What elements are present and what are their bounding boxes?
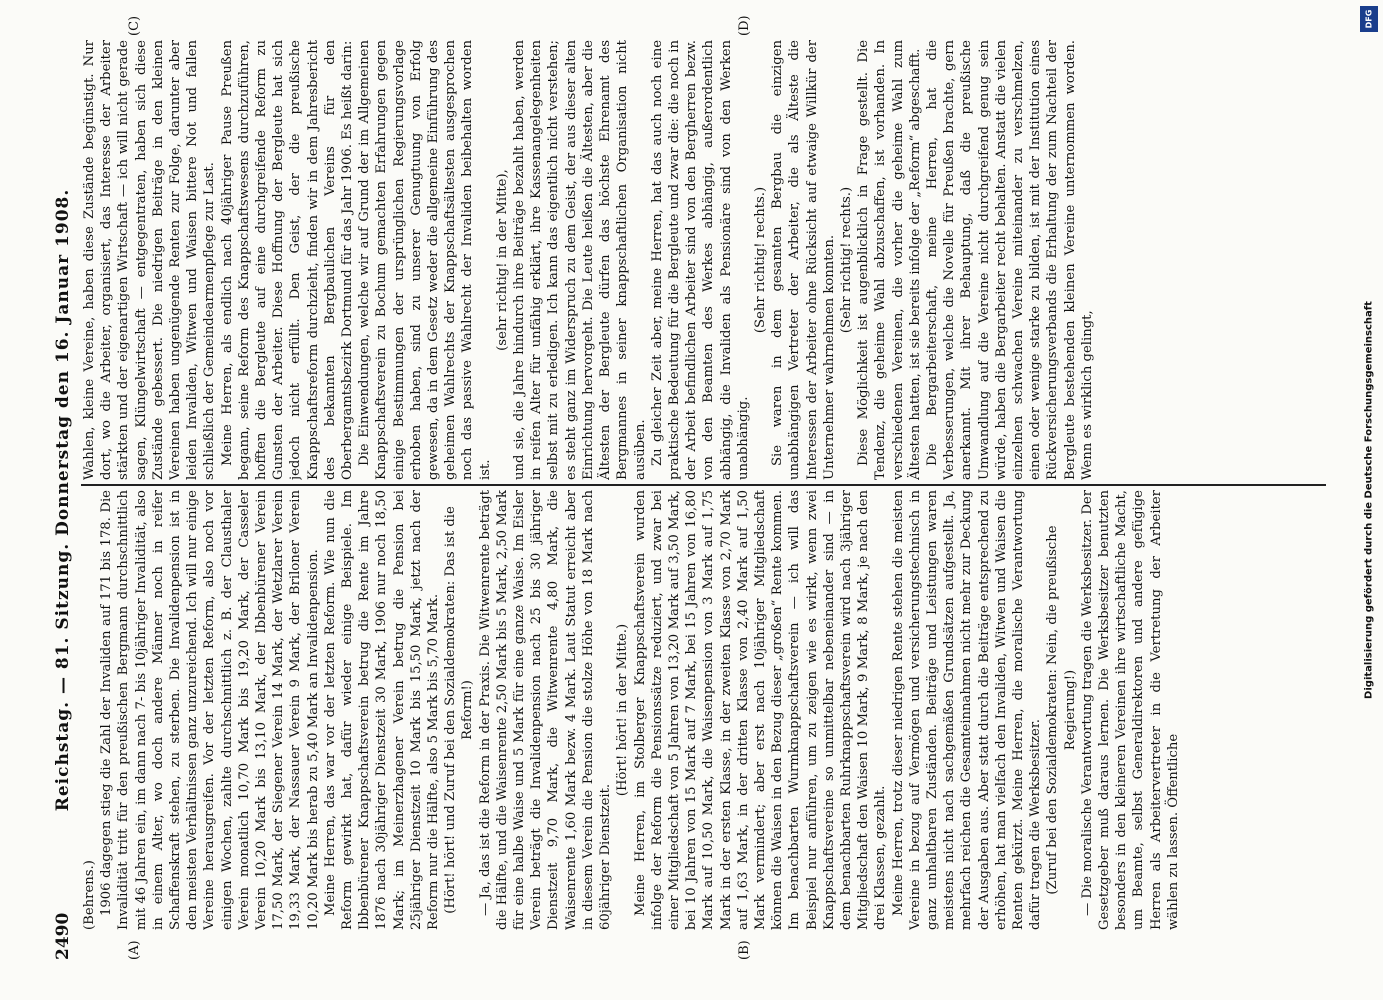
paragraph: — Ja, das ist die Reform in der Praxis. Die Witwenrente beträgt die Hälfte, und die Waisenrente 2,50 Mark bis 5 Mark, 2,50 Mark für eine halbe Waise und 5 Mark für eine ganze Waise. Im Eisler Verein beträgt die Invalidenpension nach 25 bis 30 jähriger Dienstzeit 9,70 Mark, die Witwenrente 4,80 Mark, die Waisenrente 1,60 Mark bezw. 4 Mark. Laut Statut erreicht aber in diesem Verein die Pension die stolze Höhe von 18 Mark nach 60jähriger Dienstzeit. bbox=[477, 490, 613, 930]
left-column bbox=[81, 490, 1331, 930]
right-column bbox=[81, 40, 1331, 480]
speaker-label: (Behrens.) bbox=[81, 860, 97, 930]
page-title: Reichstag. — 81. Sitzung. Donnerstag den 16. Januar 1908. bbox=[52, 188, 73, 812]
interjection: (Zuruf bei den Sozialdemokraten: Nein, die preußische Regierung!) bbox=[1044, 525, 1078, 895]
column-divider bbox=[81, 484, 1326, 486]
paragraph: Wahlen, kleine Vereine, haben diese Zustände begünstigt. Nur dort, wo die Arbeiter, organisiert, das Interesse der Arbeiter stärkten und der eigenartigen Wirtschaft — ich will nicht gerade sagen, Klüngelwirtschaft — entgegentraten, haben sich diese Zustände gebessert. Die niedrigen Beiträge in den kleinen Vereinen haben ungenügende Renten zur Folge, darunter aber leiden Invaliden, Witwen und Waisen bittere Not und fallen schließlich der Gemeindearmenpflege zur Last. bbox=[81, 40, 217, 480]
paragraph: Sie waren in dem gesamten Bergbau die einzigen unabhängigen Vertreter der Arbeiter, die als Älteste die Interessen der Arbeiter ohne Rücksicht auf etwaige Willkür der Unternehmer wahrnehmen konnten. bbox=[769, 40, 837, 480]
margin-marker-c: (C) bbox=[126, 15, 142, 36]
paragraph: Meine Herren, das war vor der letzten Reform. Wie nun die Reform gewirkt hat, dafür wieder einige Beispiele. Im Ibbenbürener Knappschaftsverein betrug die Rente im Jahre 1876 nach 30jähriger Dienstzeit 30 Mark, 1906 nur noch 18,50 Mark; im Meinerzhagener Verein betrug die Pension bei 25jähriger Dienstzeit 10 Mark bis 15,50 Mark, jetzt nach der Reform nur die Hälfte, also 5 Mark bis 5,70 Mark. bbox=[322, 490, 441, 930]
paragraph: Die Bergarbeiterschaft, meine Herren, hat die Verbesserungen, welche die Novelle für Preußen brachte, gern anerkannt. Mit ihrer Behauptung, daß die preußische Umwandlung auf die Vereine nicht durchgreifend genug sein würde, haben die Bergarbeiter recht behalten. Anstatt die vielen einzelnen schwachen Vereine miteinander zu verschmelzen, einen oder wenige starke zu bilden, ist mit der Institution eines Rückversicherungsverbands die Erhaltung der zum Nachteil der Bergleute bestehenden kleinen Vereine unternommen worden. Wenn es wirklich gelingt, bbox=[924, 40, 1095, 480]
dfg-logo: DFG bbox=[1360, 6, 1378, 32]
interjection: (sehr richtig! in der Mitte), bbox=[494, 169, 510, 351]
interjection: (Hört! hört! und Zuruf bei den Sozialdemokraten: Das ist die Reform!) bbox=[442, 506, 475, 914]
margin-marker-d: (D) bbox=[736, 15, 752, 36]
paragraph: Meine Herren, als endlich nach 40jähriger Pause Preußen begann, seine Reform des Knappschaftswesens durchzuführen, hofften die Bergleute auf eine durchgreifende Reform zu Gunsten der Arbeiter. Diese Hoffnung der Bergleute hat sich jedoch nicht erfüllt. Den Geist, der die preußische Knappschaftsreform durchzieht, finden wir in dem Jahresbericht des bekannten Bergbaulichen Vereins für den Oberbergamtsbezirk Dortmund für das Jahr 1906. Es heißt darin: bbox=[219, 40, 355, 480]
rotated-document-page bbox=[47, 15, 1337, 960]
digitization-note-text: Digitalisierung gefördert durch die Deutsche Forschungsgemeinschaft bbox=[1363, 301, 1375, 699]
page-number: 2490 bbox=[52, 912, 73, 960]
paragraph: 1906 dagegen stieg die Zahl der Invaliden auf 171 bis 178. Die Invalidität tritt für den preußischen Bergmann durchschnittlich mit 46 Jahren ein, im dann nach 7- bis 10jähriger Invalidität, also in einem Alter, wo doch andere Männer noch in reifer Schaffenskraft stehen, zu sterben. Die Invalidenpension ist in den meisten Verhältnissen ganz unzureichend. Ich will nur einige Vereine herausgreifen. Vor der letzten Reform, also noch vor einigen Wochen, zahlte durchschnittlich z. B. der Clausthaler Verein monatlich 10,70 Mark bis 19,20 Mark, der Casseler Verein 10,20 Mark bis 13,10 Mark, der Ibbenbürener Verein 17,50 Mark, der Siegener Verein 14 Mark, der Wetzlarer Verein 19,33 Mark, der Nassauer Verein 9 Mark, der Briloner Verein 10,20 Mark bis herab zu 5,40 Mark an Invalidenpension. bbox=[98, 490, 321, 930]
digitization-note bbox=[1359, 0, 1379, 1000]
quoted-paragraph: Die Einwendungen, welche wir auf Grund der im Allgemeinen Knappschaftsverein zu Bochum gemachten Erfahrungen gegen einige Bestimmungen der ursprünglichen Regierungsvorlage erhoben haben, sind zu unserer Genugtuung von Erfolg gewesen, da in dem Gesetz weder die allgemeine Einführung des geheimen Wahlrechts der Knappschaftsältesten ausgesprochen noch das passive Wahlrecht der Invaliden beibehalten worden ist. bbox=[356, 40, 493, 480]
interjection: (Sehr richtig! rechts.) bbox=[752, 186, 768, 334]
paragraph: Diese Möglichkeit ist augenblicklich in Frage gestellt. Die Tendenz, die geheime Wahl abzuschaffen, ist vorhanden. In verschiedenen Vereinen, die vorher die geheime Wahl zum Ältesten hatten, ist sie bereits infolge der „Reform“ abgeschafft. bbox=[855, 40, 923, 480]
paragraph: Zu gleicher Zeit aber, meine Herren, hat das auch noch eine praktische Bedeutung für die Bergleute und zwar die: die noch in der Arbeit befindlichen Arbeiter sind von den Bergherren bezw. von den Beamten des Werkes abhängig, außerordentlich abhängig, die Invaliden als Pensionäre sind von den Werken unabhängig. bbox=[649, 40, 751, 480]
paragraph: und sie, die Jahre hindurch ihre Beiträge bezahlt haben, werden in reifen Alter für unfähig erklärt, ihre Kassenangelegenheiten selbst mit zu erledigen. Ich kann das eigentlich nicht verstehen; es steht ganz im Widerspruch zu dem Geist, der aus dieser alten Einrichtung hervorgeht. Die Leute heißen die Ältesten, aber die Ältesten der Bergleute dürfen das höchste Ehrenamt des Bergmannes in seiner knappschaftlichen Organisation nicht ausüben. bbox=[511, 40, 647, 480]
margin-marker-b: (B) bbox=[736, 940, 752, 960]
paragraph: — Die moralische Verantwortung tragen die Werksbesitzer. Der Gesetzgeber muß daraus lernen. Die Werksbesitzer benutzten besonders in den kleineren Vereinen ihre wirtschaftliche Macht, um Beamte, selbst Generaldirektoren und andere gefügige Herren als Arbeitervertreter in die Vertretung der Arbeiter wählen zu lassen. Öffentliche bbox=[1079, 490, 1181, 930]
paragraph: Meine Herren, trotz dieser niedrigen Rente stehen die meisten Vereine in bezug auf Vermögen und versicherungstechnisch in ganz unhaltbaren Zuständen. Beiträge und Leistungen waren meistens nicht nach sachgemäßen Grundsätzen aufgestellt. Ja, mehrfach reichen die Gesamteinnahmen nicht mehr zur Deckung der Ausgaben aus. Aber statt durch die Beiträge entsprechend zu erhöhen, hat man vielfach den Invaliden, Witwen und Waisen die Renten gekürzt. Meine Herren, die moralische Verantwortung dafür tragen die Werksbesitzer. bbox=[890, 490, 1043, 930]
paragraph: Meine Herren, im Stolberger Knappschaftsverein wurden infolge der Reform die Pensionssätze reduziert, und zwar bei einer Mitgliedschaft von 5 Jahren von 13,20 Mark auf 3,50 Mark, bei 10 Jahren von 15 Mark auf 7 Mark, bei 15 Jahren von 16,80 Mark auf 10,50 Mark, die Waisenpension von 3 Mark auf 1,75 Mark in der ersten Klasse, in der zweiten Klasse von 2,70 Mark auf 1,63 Mark, in der dritten Klasse von 2,40 Mark auf 1,50 Mark vermindert; aber erst nach 10jähriger Mitgliedschaft können die Waisen in den Bezug dieser „großen“ Rente kommen. Im benachbarten Wurmknappschaftsverein — ich will das Beispiel nur anführen, um zu zeigen wie es wirkt, wenn zwei Knappschaftsvereine so unmittelbar nebeneinander sind — in dem benachbarten Ruhrknappschaftsverein wird nach 3jähriger Mitgliedschaft den Waisen 10 Mark, 9 Mark, 8 Mark, je nach den drei Klassen, gezahlt. bbox=[632, 490, 888, 930]
interjection: (Sehr richtig! rechts.) bbox=[838, 186, 854, 334]
page-header bbox=[47, 40, 77, 960]
interjection: (Hört! hört! in der Mitte.) bbox=[614, 623, 630, 797]
margin-marker-a: (A) bbox=[126, 940, 142, 960]
